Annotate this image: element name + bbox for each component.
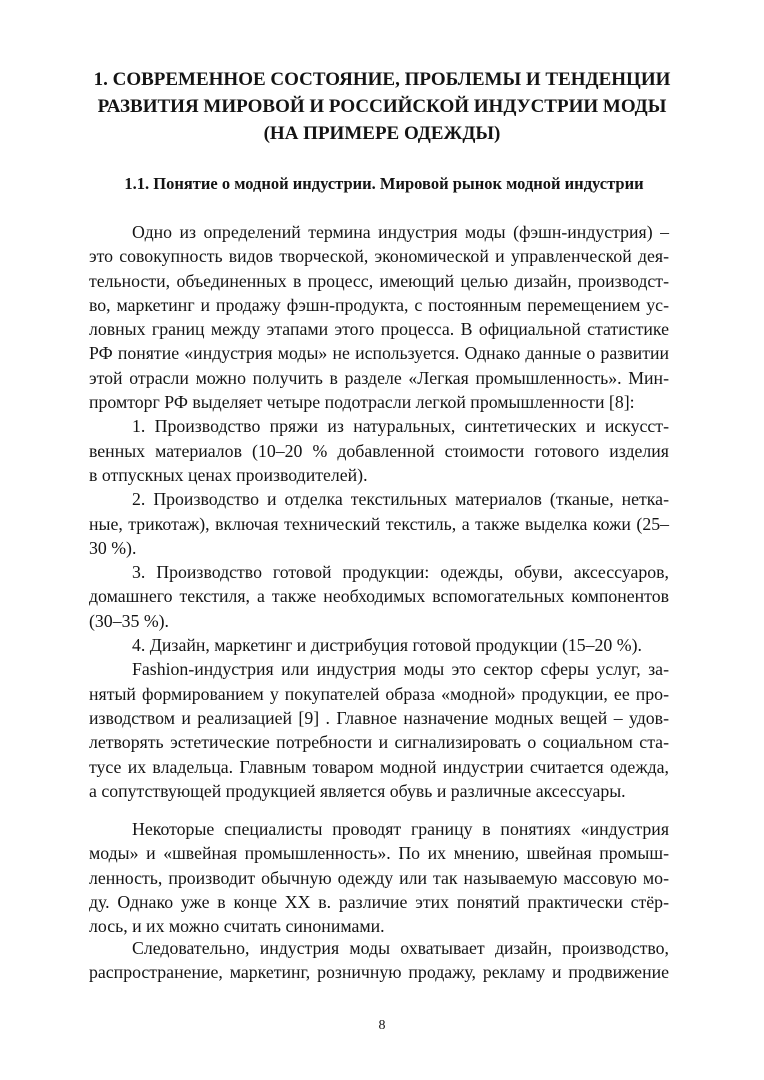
- text-line: Одно из определений термина индустрия моды (фэшн-индустрия) –: [132, 222, 669, 242]
- text-line: тусе их владельца. Главным товаром модной индустрии считается одежда,: [89, 756, 669, 777]
- text-line: изводством и реализацией [9] . Главное назначение модных вещей – удов-: [89, 707, 669, 728]
- paragraph-specialists: [89, 817, 669, 938]
- chapter-title: [80, 66, 684, 147]
- body-text-block-3: [89, 936, 669, 985]
- chapter-title-line: РАЗВИТИЯ МИРОВОЙ И РОССИЙСКОЙ ИНДУСТРИИ МОДЫ: [97, 96, 667, 117]
- list-item-4: [89, 633, 669, 657]
- text-line: промторг РФ выделяет четыре подотрасли легкой промышленности [8]:: [89, 392, 635, 413]
- text-line: этой отрасли можно получить в разделе «Легкая промышленность». Мин-: [89, 367, 669, 388]
- text-line: это совокупность видов творческой, экономической и управленческой дея-: [89, 246, 669, 267]
- chapter-title-line: (НА ПРИМЕРЕ ОДЕЖДЫ): [263, 123, 501, 144]
- text-line: (30–35 %).: [89, 610, 169, 631]
- text-line: а сопутствующей продукцией является обувь и различные аксессуары.: [89, 780, 626, 801]
- list-item-2: [89, 487, 669, 560]
- text-line: 1. Производство пряжи из натуральных, синтетических и искусст-: [132, 416, 669, 437]
- body-text-block-2: [89, 817, 669, 938]
- paragraph-fashion-industry: [89, 657, 669, 803]
- text-line: 4. Дизайн, маркетинг и дистрибуция готовой продукции (15–20 %).: [132, 635, 642, 656]
- text-line: РФ понятие «индустрия моды» не используется. Однако данные о развитии: [89, 343, 669, 364]
- chapter-title-line: 1. СОВРЕМЕННОЕ СОСТОЯНИЕ, ПРОБЛЕМЫ И ТЕНДЕНЦИИ: [93, 69, 671, 90]
- text-line: моды» и «швейная промышленность». По их мнению, швейная промыш-: [89, 843, 669, 864]
- text-line: Следовательно, индустрия моды охватывает дизайн, производство,: [132, 938, 669, 958]
- section-title: 1.1. Понятие о модной индустрии. Мировой рынок модной индустрии: [124, 174, 644, 193]
- paragraph-consequently: [89, 936, 669, 985]
- text-line: Fashion-индустрия или индустрия моды это сектор сферы услуг, за-: [132, 659, 669, 680]
- text-line: 3. Производство готовой продукции: одежды, обуви, аксессуаров,: [132, 562, 669, 583]
- text-line: 2. Производство и отделка текстильных материалов (тканые, нетка-: [132, 489, 669, 510]
- text-line: тельности, объединенных в процесс, имеющий целью дизайн, производст-: [89, 270, 669, 291]
- text-line: ленность, производит обычную одежду или так называемую массовую мо-: [89, 867, 669, 888]
- list-item-3: [89, 560, 669, 633]
- body-text-block-1: [89, 220, 669, 803]
- text-line: летворять эстетические потребности и сигнализировать о социальном ста-: [89, 732, 669, 753]
- text-line: 30 %).: [89, 537, 137, 558]
- list-item-1: [89, 414, 669, 487]
- text-line: лось, и их можно считать синонимами.: [89, 916, 385, 937]
- text-line: домашнего текстиля, а также необходимых вспомогательных компонентов: [89, 586, 669, 607]
- text-line: распространение, маркетинг, розничную продажу, рекламу и продвижение: [89, 962, 669, 983]
- text-line: нятый формированием у покупателей образа «модной» продукции, ее про-: [89, 683, 669, 704]
- paragraph-definition: [89, 220, 669, 414]
- text-line: ду. Однако уже в конце XX в. различие этих понятий практически стёр-: [89, 891, 669, 912]
- text-line: во, маркетинг и продажу фэшн-продукта, с постоянным перемещением ус-: [89, 294, 669, 315]
- text-line: Некоторые специалисты проводят границу в понятиях «индустрия: [132, 819, 669, 839]
- text-line: ные, трикотаж), включая технический текстиль, а также выделка кожи (25–: [89, 513, 669, 534]
- text-line: венных материалов (10–20 % добавленной стоимости готового изделия: [89, 440, 669, 461]
- text-line: в отпускных ценах производителей).: [89, 464, 368, 485]
- page-number: 8: [378, 1018, 386, 1033]
- text-line: ловных границ между этапами этого процесса. В официальной статистике: [89, 319, 669, 340]
